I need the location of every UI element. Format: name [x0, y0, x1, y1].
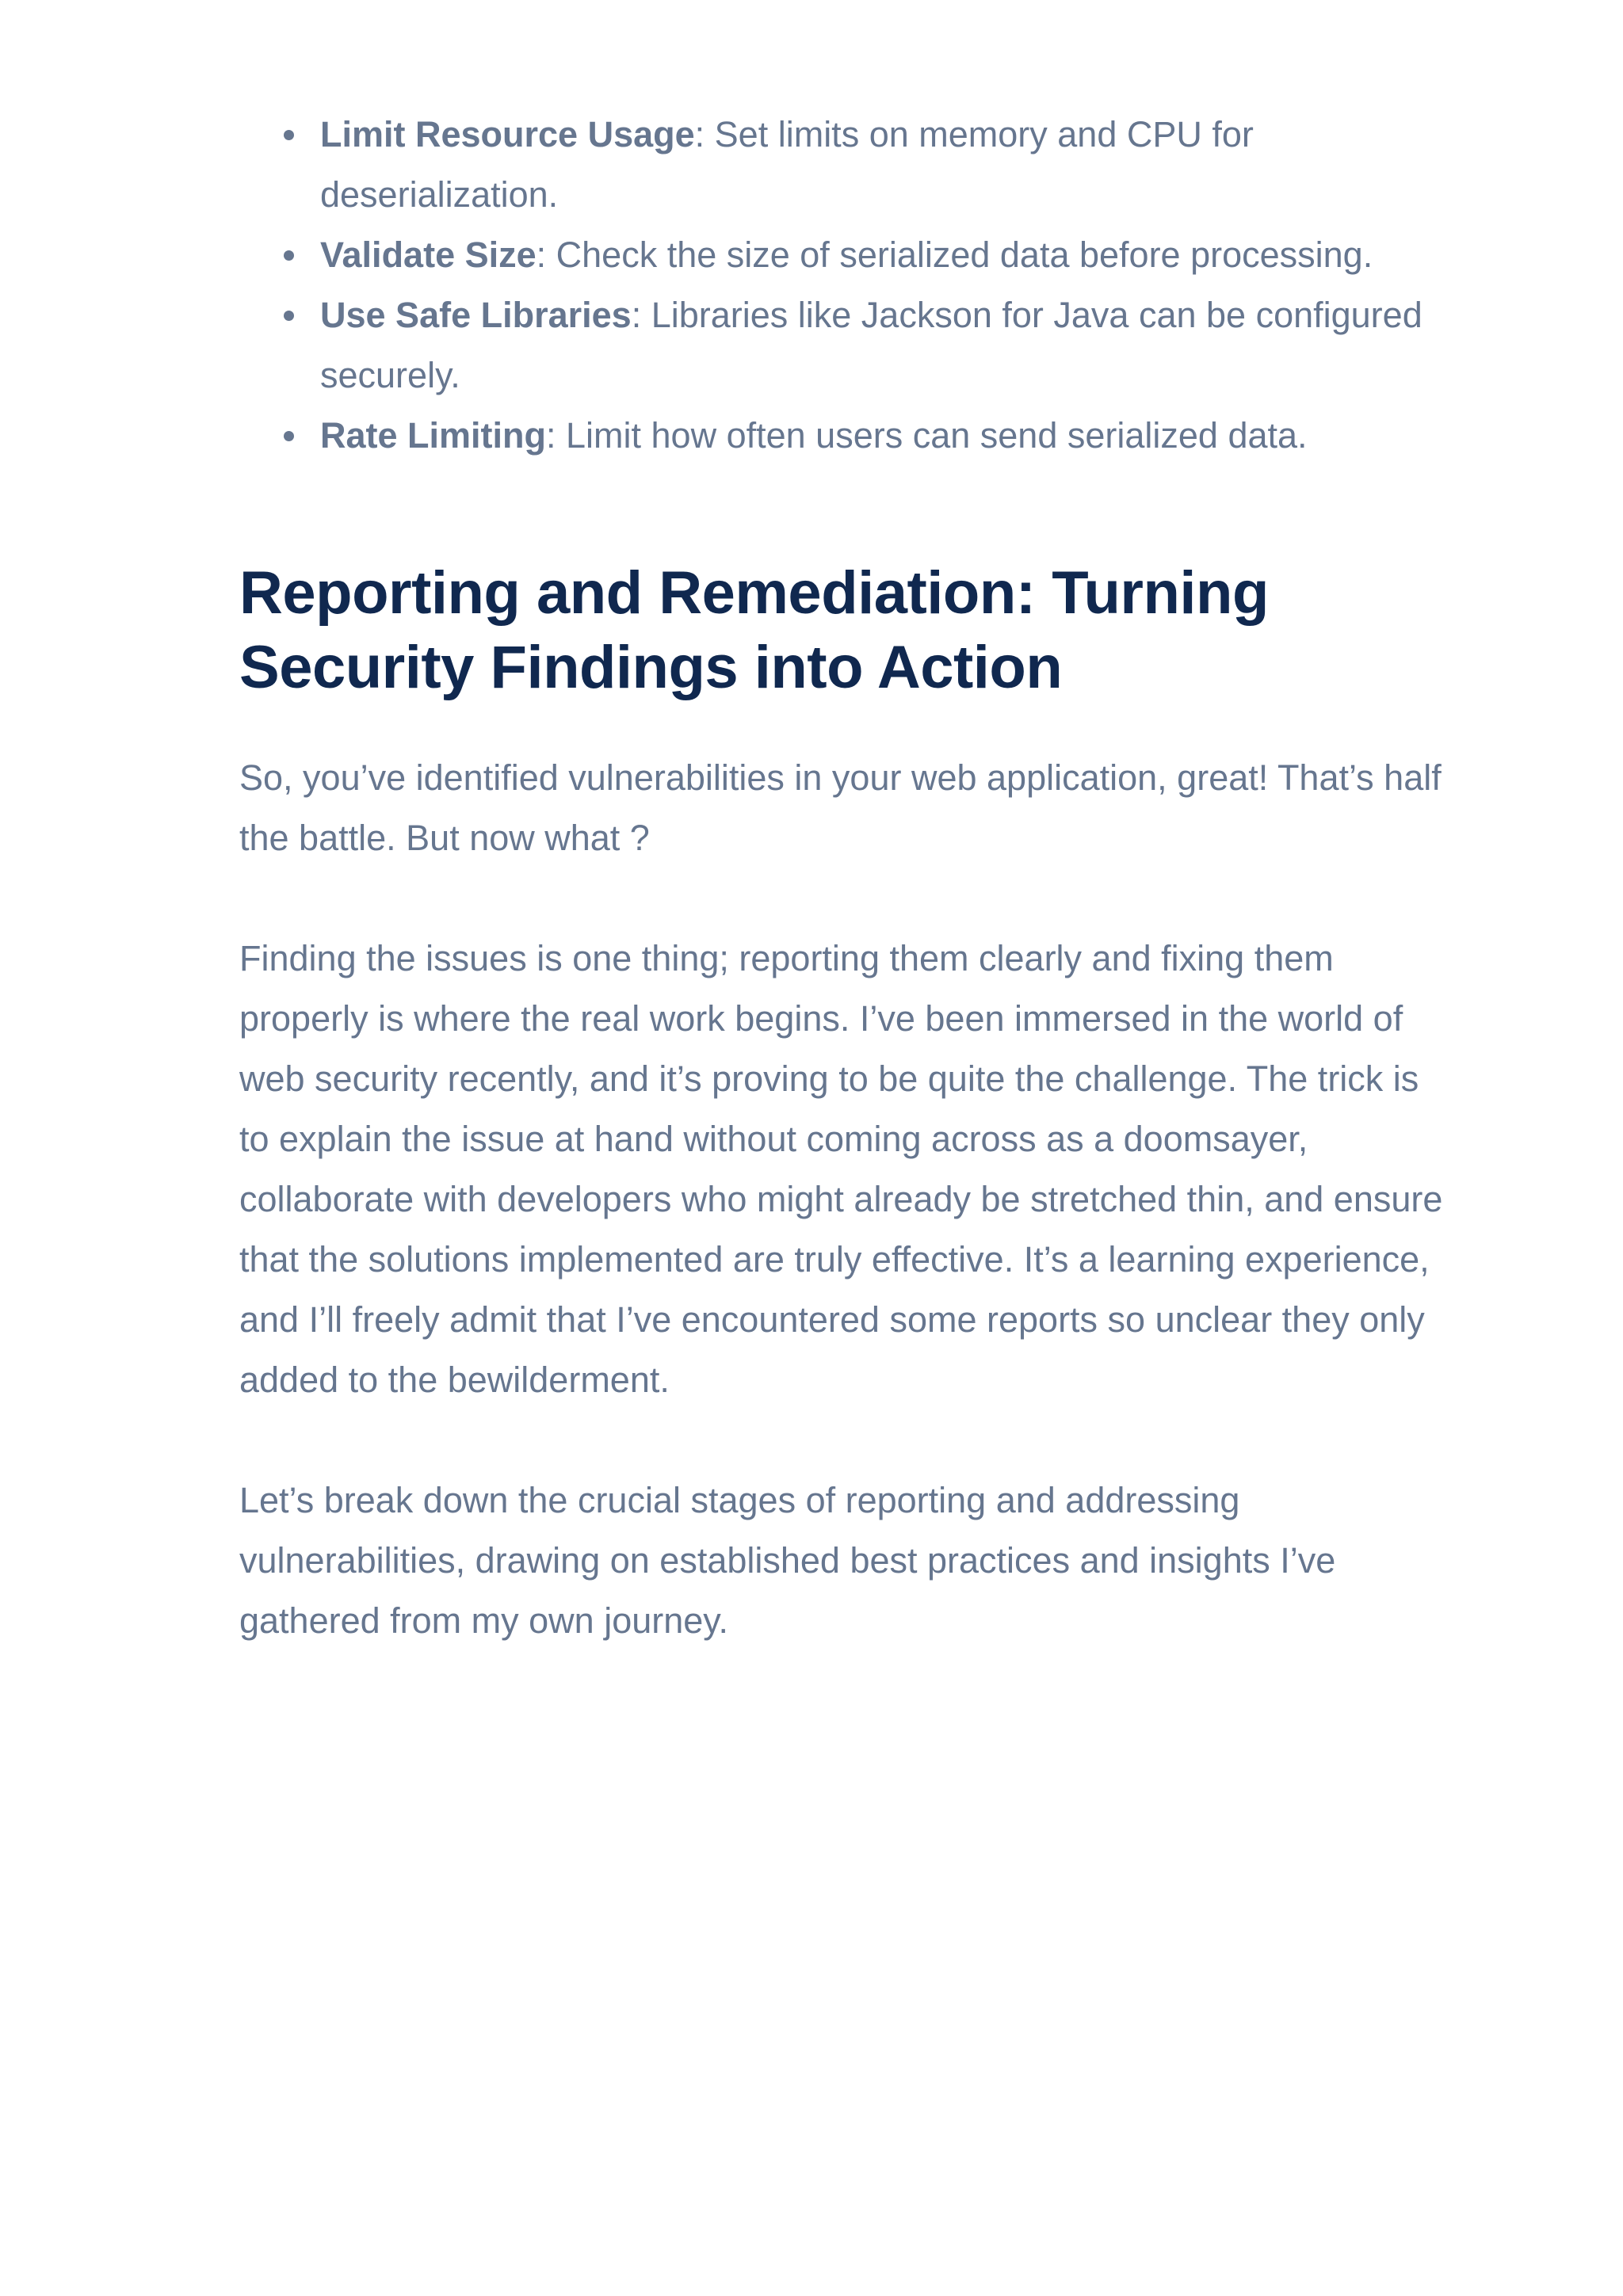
bullet-text: : Check the size of serialized data before processing. [536, 235, 1373, 275]
section-heading: Reporting and Remediation: Turning Security Findings into Action [239, 559, 1269, 701]
bullet-term: Use Safe Libraries [320, 295, 632, 335]
bullet-text: : Libraries like Jackson for Java can be configured securely. [320, 295, 1423, 395]
bullet-term: Validate Size [320, 235, 537, 275]
bullet-list [239, 105, 1444, 466]
list-item [320, 285, 1444, 406]
paragraph-closing: Let’s break down the crucial stages of reporting and addressing vulnerabilities, drawing on established best practices and insights I’ve gathered from my own journey. [239, 1480, 1336, 1641]
paragraph-main: Finding the issues is one thing; reporting them clearly and fixing them properly is where the real work begins. I’ve been immersed in the world of web security recently, and it’s proving to be quite the challenge. The trick is to explain the issue at hand without coming across as a doomsayer, collaborate with developers who might already be stretched thin, and ensure that the solutions implemented are truly effective. It’s a learning experience, and I’ll freely admit that I’ve encountered some reports so unclear they only added to the bewilderment. [239, 938, 1443, 1400]
bullet-text: : Set limits on memory and CPU for deserialization. [320, 114, 1254, 215]
article-content [239, 105, 1444, 1651]
bullet-dot-icon [284, 311, 294, 321]
list-item [320, 225, 1444, 285]
bullet-term: Rate Limiting [320, 415, 547, 456]
list-item [320, 406, 1444, 466]
bullet-dot-icon [284, 250, 294, 261]
bullet-dot-icon [284, 130, 294, 140]
bullet-text: : Limit how often users can send serialized data. [546, 415, 1308, 456]
list-item [320, 105, 1444, 225]
bullet-dot-icon [284, 431, 294, 441]
paragraph-intro: So, you’ve identified vulnerabilities in your web application, great! That’s half the battle. But now what ? [239, 757, 1442, 858]
bullet-term: Limit Resource Usage [320, 114, 695, 154]
